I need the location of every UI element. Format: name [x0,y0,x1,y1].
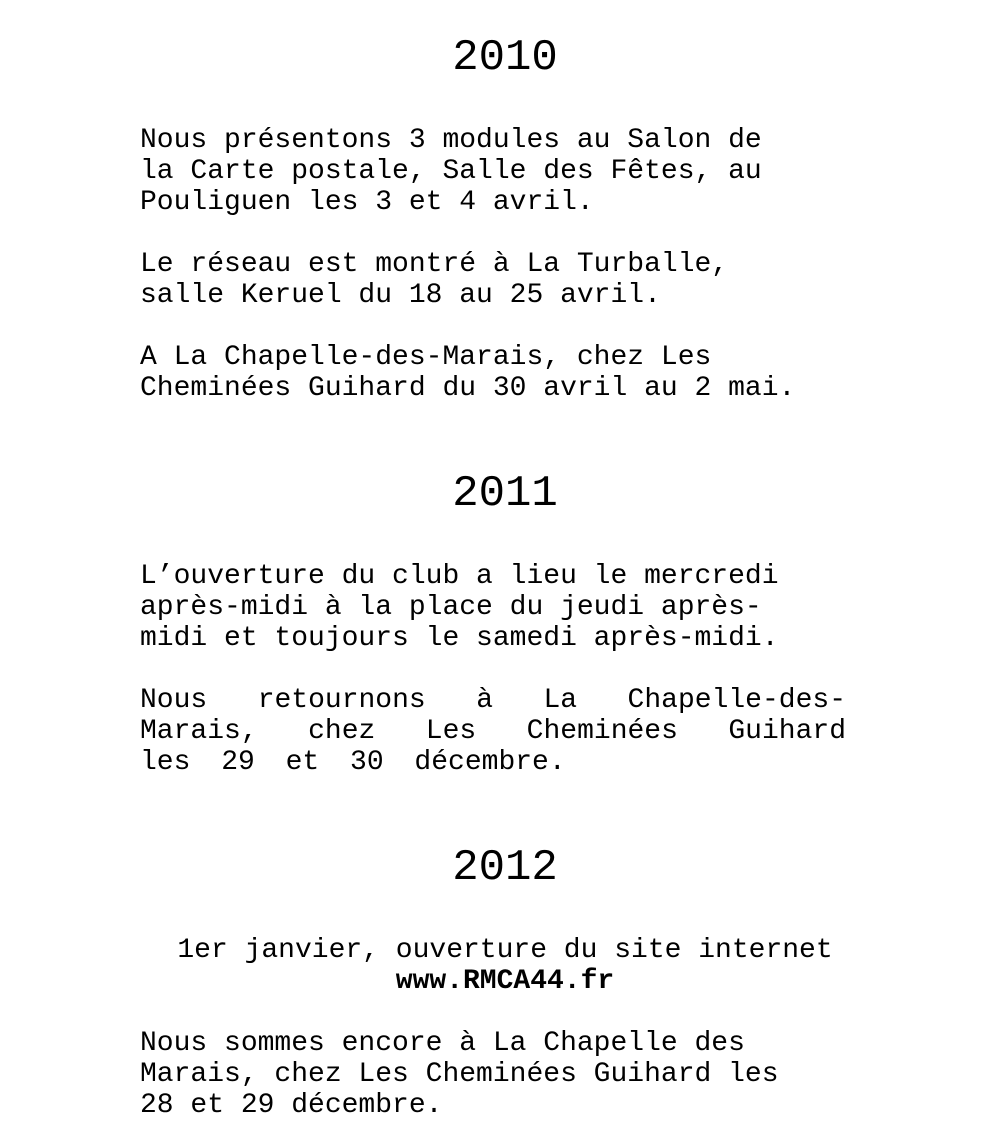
paragraph-salon-carte-postale [140,125,846,218]
paragraph-ouverture-club [140,561,846,654]
paragraph-la-turballe [140,249,846,311]
paragraph-chapelle-des-marais-2012 [140,1028,846,1121]
paragraph-ouverture-site [140,935,870,997]
text-line: la Carte postale, Salle des Fêtes, au [140,156,762,187]
text-line: Nous sommes encore à La Chapelle des [140,1028,745,1059]
text-line: 1er janvier, ouverture du site internet [177,935,833,966]
paragraph-chapelle-des-marais-2011 [140,685,846,778]
text-line: L’ouverture du club a lieu le mercredi [140,561,779,592]
year-heading-2010: 2010 [452,33,558,83]
text-line: 28 et 29 décembre. [140,1090,443,1121]
text-line: Pouliguen les 3 et 4 avril. [140,187,594,218]
year-heading-2012: 2012 [452,843,558,893]
text-line: Nous présentons 3 modules au Salon de [140,125,762,156]
year-heading-2011: 2011 [452,469,558,519]
text-line: Cheminées Guihard du 30 avril au 2 mai. [140,373,796,404]
text-line: les 29 et 30 décembre. [140,747,566,778]
website-link[interactable]: www.RMCA44.fr [395,966,615,997]
text-line: Marais, chez Les Cheminées Guihard les [140,1059,779,1090]
text-line: après-midi à la place du jeudi après- [140,592,762,623]
text-line: midi et toujours le samedi après-midi. [140,623,779,654]
text-line: salle Keruel du 18 au 25 avril. [140,280,661,311]
text-line: Marais, chez Les Cheminées Guihard [140,716,846,747]
text-line: A La Chapelle-des-Marais, chez Les [140,342,712,373]
text-line: Nous retournons à La Chapelle-des- [140,685,846,716]
text-line: Le réseau est montré à La Turballe, [140,249,729,280]
paragraph-chapelle-des-marais-2010 [140,342,846,404]
